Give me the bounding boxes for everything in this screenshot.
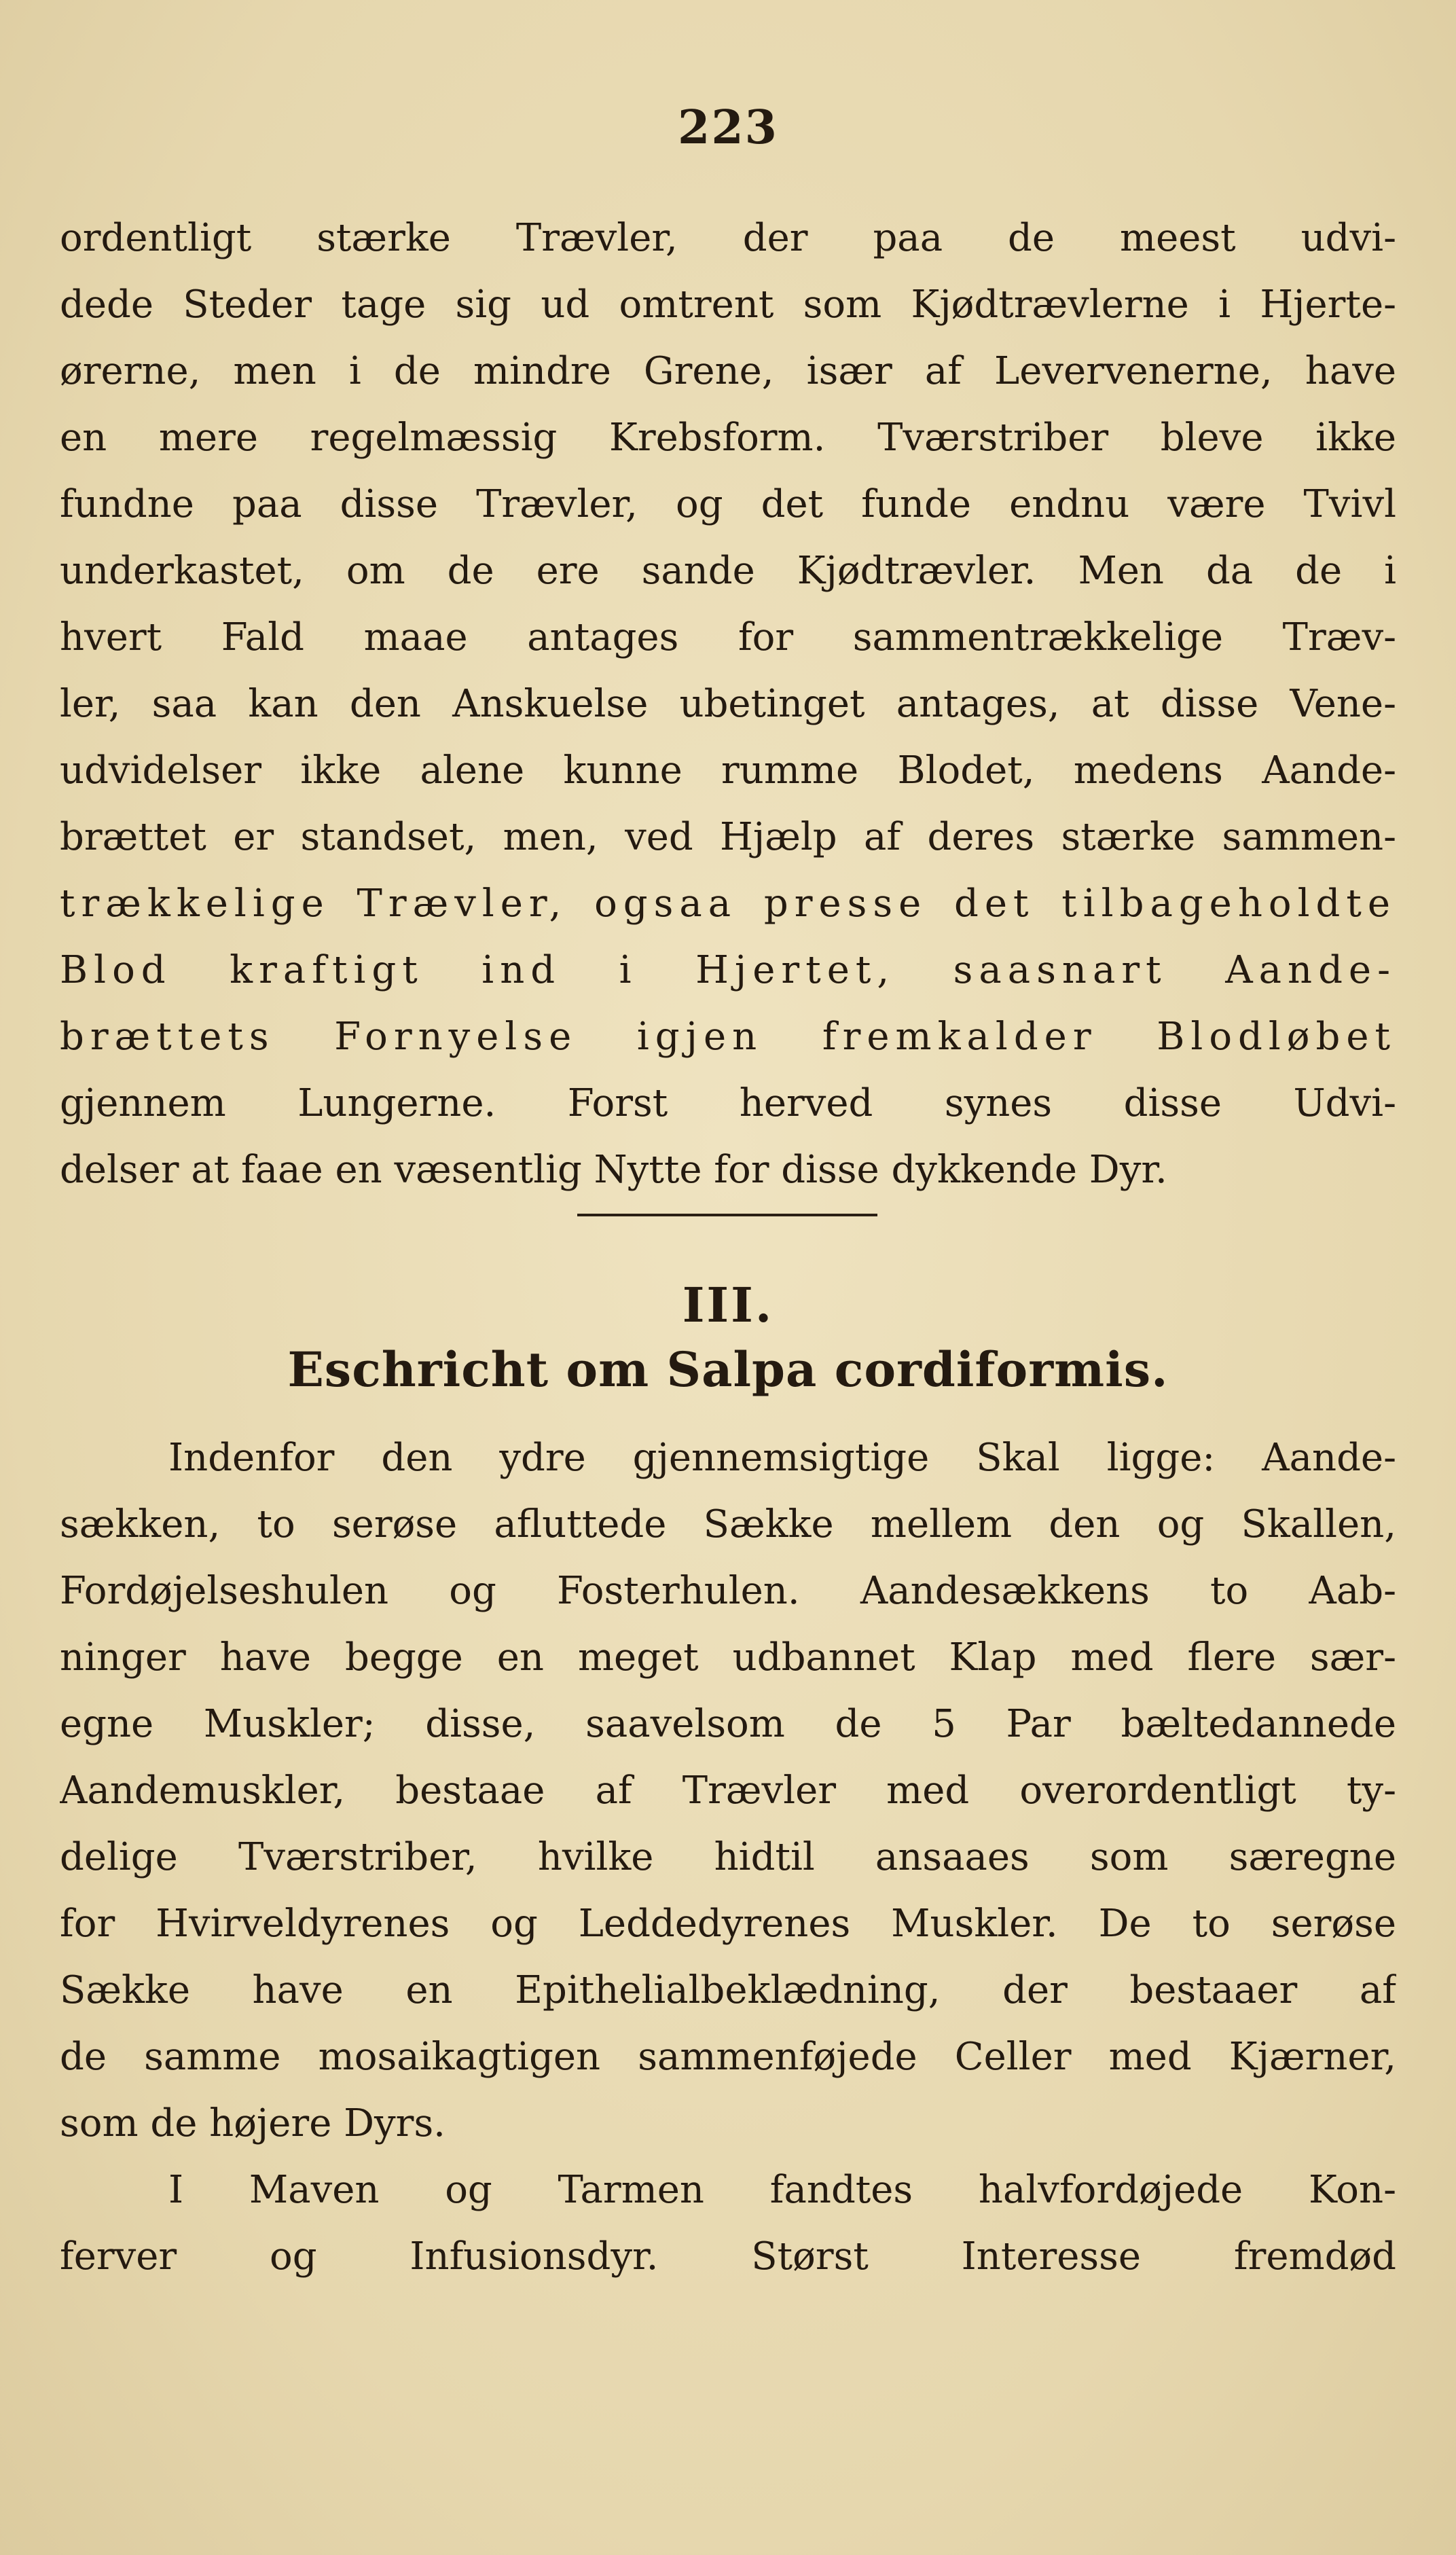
text-line: for Hvirveldyrenes og Leddedyrenes Muskler. De to serøse <box>60 1902 1396 1946</box>
text-line: brættets Fornyelse igjen fremkalder Blodløbet <box>60 1015 1396 1059</box>
text-line: Fordøjelseshulen og Fosterhulen. Aandesækkens to Aab- <box>60 1569 1396 1613</box>
text-line: ørerne, men i de mindre Grene, især af Levervenerne, have <box>60 349 1396 393</box>
text-line: delige Tværstriber, hvilke hidtil ansaaes som særegne <box>60 1835 1396 1879</box>
text-line: fundne paa disse Trævler, og det funde endnu være Tvivl <box>60 482 1396 526</box>
paragraph-1 <box>60 205 1396 1203</box>
section-title: Eschricht om Salpa cordiformis. <box>287 1341 1169 1398</box>
text-line: ferver og Infusionsdyr. Størst Interesse fremdød <box>60 2234 1396 2279</box>
section-divider <box>577 1214 877 1216</box>
text-line: Blod kraftigt ind i Hjertet, saasnart Aande- <box>60 948 1396 992</box>
text-line: en mere regelmæssig Krebsform. Tværstriber bleve ikke <box>60 416 1396 460</box>
text-line: hvert Fald maae antages for sammentrækkelige Træv- <box>60 615 1396 659</box>
text-line: trækkelige Trævler, ogsaa presse det tilbageholdte <box>60 882 1396 926</box>
text-line: Indenfor den ydre gjennemsigtige Skal ligge: Aande- <box>168 1436 1396 1480</box>
text-line: ler, saa kan den Anskuelse ubetinget antages, at disse Vene- <box>60 682 1396 726</box>
text-line: udvidelser ikke alene kunne rumme Blodet, medens Aande- <box>60 748 1396 793</box>
text-line: brættet er standset, men, ved Hjælp af deres stærke sammen- <box>60 815 1396 859</box>
text-line: delser at faae en væsentlig Nytte for disse dykkende Dyr. <box>60 1148 1167 1192</box>
paragraph-2 <box>60 1425 1396 2290</box>
text-line: ninger have begge en meget udbannet Klap med flere sær- <box>60 1635 1396 1680</box>
text-line: de samme mosaikagtigen sammenføjede Celler med Kjærner, <box>60 2035 1396 2079</box>
section-number: III. <box>682 1277 774 1333</box>
text-line: underkastet, om de ere sande Kjødtrævler. Men da de i <box>60 549 1396 593</box>
text-line: sækken, to serøse afluttede Sække mellem den og Skallen, <box>60 1502 1396 1546</box>
text-line: egne Muskler; disse, saavelsom de 5 Par bæltedannede <box>60 1702 1396 1746</box>
page-number: 223 <box>678 101 778 155</box>
text-line: dede Steder tage sig ud omtrent som Kjødtrævlerne i Hjerte- <box>60 283 1396 327</box>
text-line: I Maven og Tarmen fandtes halvfordøjede Kon- <box>168 2168 1396 2212</box>
text-line: ordentligt stærke Trævler, der paa de meest udvi- <box>60 216 1396 260</box>
text-line: Sække have en Epithelialbeklædning, der bestaaer af <box>60 1968 1396 2012</box>
text-line: Aandemuskler, bestaae af Trævler med overordentligt ty- <box>60 1769 1396 1813</box>
text-line: gjennem Lungerne. Forst herved synes disse Udvi- <box>60 1081 1396 1125</box>
text-line: som de højere Dyrs. <box>60 2101 445 2145</box>
